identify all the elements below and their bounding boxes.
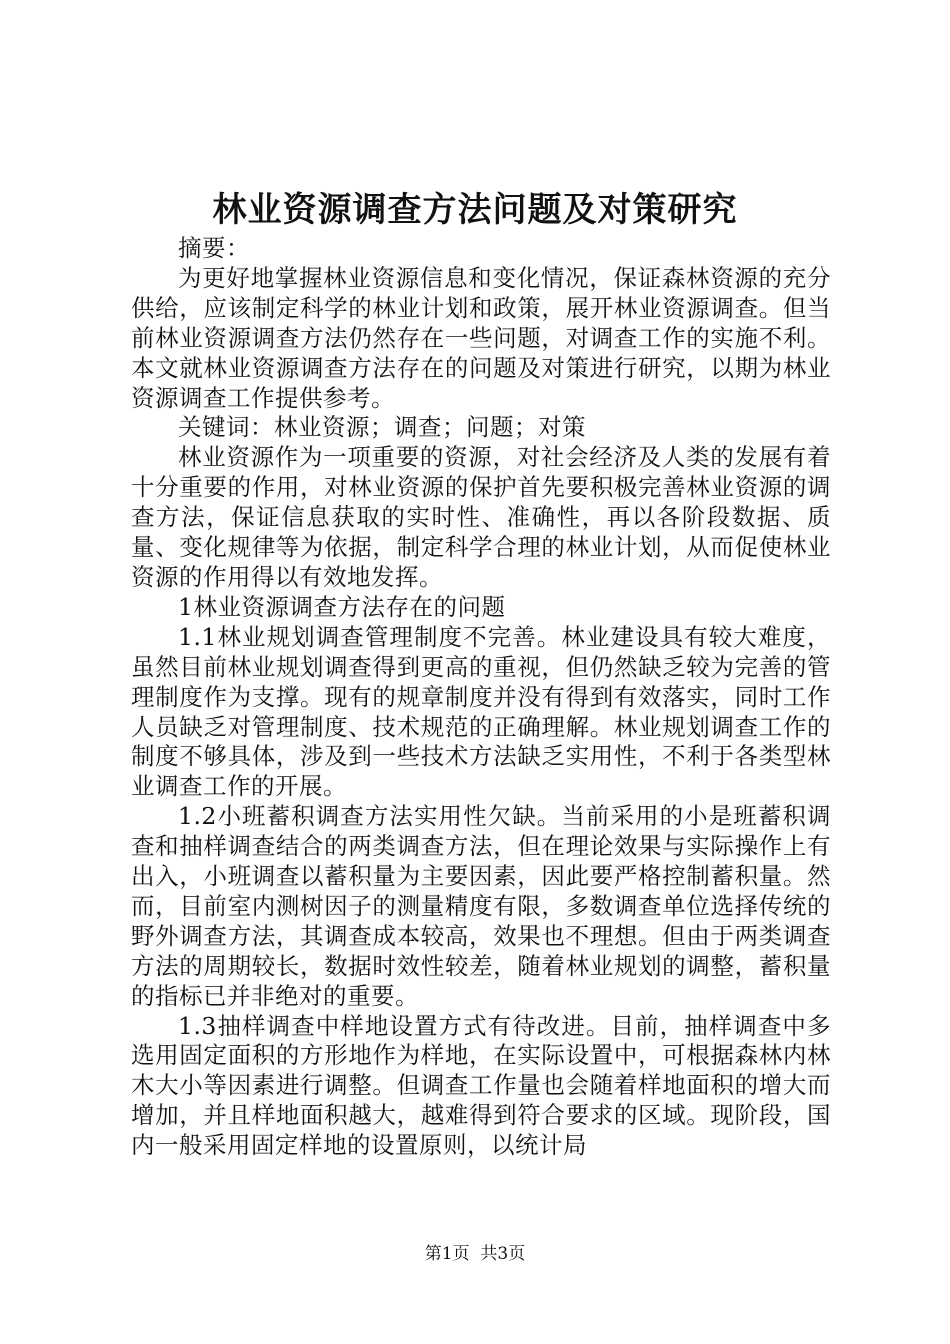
- document-body: [131, 234, 831, 1161]
- keywords-line: 关键词：林业资源；调查；问题；对策: [178, 413, 586, 442]
- page-footer: [0, 1243, 950, 1265]
- page-number: 第1页 共3页: [424, 1244, 526, 1264]
- intro-paragraph: 林业资源作为一项重要的资源，对社会经济及人类的发展有着十分重要的作用，对林业资源的保护首先要积极完善林业资源的调查方法，保证信息获取的实时性、准确性，再以各阶段数据、质量、变化规律等为依据，制定科学合理的林业计划，从而促使林业资源的作用得以有效地发挥。: [131, 443, 831, 591]
- section-1-1-paragraph: 1.1林业规划调查管理制度不完善。林业建设具有较大难度，虽然目前林业规划调查得到更高的重视，但仍然缺乏较为完善的管理制度作为支撑。现有的规章制度并没有得到有效落实，同时工作人员缺乏对管理制度、技术规范的正确理解。林业规划调查工作的制度不够具体，涉及到一些技术方法缺乏实用性，不利于各类型林业调查工作的开展。: [131, 622, 831, 801]
- abstract-heading: 摘要：: [178, 234, 250, 262]
- section-1-2-paragraph: 1.2小班蓄积调查方法实用性欠缺。当前采用的小是班蓄积调查和抽样调查结合的两类调查方法，但在理论效果与实际操作上有出入，小班调查以蓄积量为主要因素，因此要严格控制蓄积量。然而，目前室内测树因子的测量精度有限，多数调查单位选择传统的野外调查方法，其调查成本较高，效果也不理想。但由于两类调查方法的周期较长，数据时效性较差，随着林业规划的调整，蓄积量的指标已并非绝对的重要。: [131, 802, 831, 1010]
- abstract-paragraph: 为更好地掌握林业资源信息和变化情况，保证森林资源的充分供给，应该制定科学的林业计划和政策，展开林业资源调查。但当前林业资源调查方法仍然存在一些问题，对调查工作的实施不利。本文就林业资源调查方法存在的问题及对策进行研究，以期为林业资源调查工作提供参考。: [131, 263, 831, 412]
- section-1-3-paragraph: 1.3抽样调查中样地设置方式有待改进。目前，抽样调查中多选用固定面积的方形地作为样地，在实际设置中，可根据森林内林木大小等因素进行调整。但调查工作量也会随着样地面积的增大而增加，并且样地面积越大，越难得到符合要求的区域。现阶段，国内一般采用固定样地的设置原则，以统计局: [131, 1011, 831, 1160]
- document-title: 林业资源调查方法问题及对策研究: [212, 190, 738, 230]
- section-heading-1: 1林业资源调查方法存在的问题: [178, 592, 506, 621]
